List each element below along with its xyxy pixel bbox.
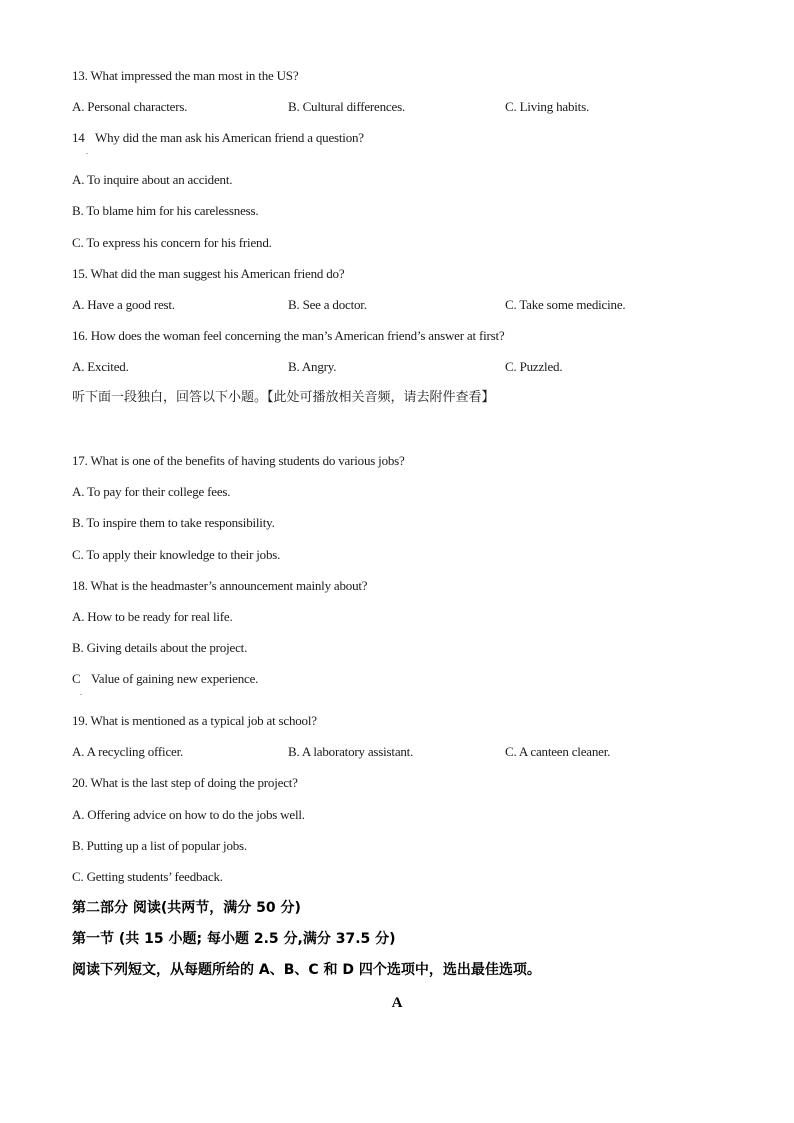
question-18-option-a: A. How to be ready for real life. xyxy=(72,609,233,624)
question-17-option-c: C. To apply their knowledge to their jobs. xyxy=(72,547,281,562)
stray-dot-mark: . xyxy=(80,688,82,697)
question-19-option-c: C. A canteen cleaner. xyxy=(505,744,611,759)
part-two-title: 第二部分 阅读(共两节，满分 50 分) xyxy=(72,900,301,916)
question-16-option-b: B. Angry. xyxy=(288,359,337,374)
question-19-option-b: B. A laboratory assistant. xyxy=(288,744,414,759)
question-13-option-a: A. Personal characters. xyxy=(72,99,188,114)
question-16-option-c: C. Puzzled. xyxy=(505,359,563,374)
question-20-stem: 20. What is the last step of doing the project? xyxy=(72,775,298,790)
reading-instruction: 阅读下列短文，从每题所给的 A、B、C 和 D 四个选项中，选出最佳选项。 xyxy=(72,962,541,978)
question-14-option-a: A. To inquire about an accident. xyxy=(72,172,233,187)
question-15-option-a: A. Have a good rest. xyxy=(72,297,175,312)
passage-label: A xyxy=(391,995,403,1011)
question-14-stem: Why did the man ask his American friend a question? xyxy=(95,130,364,145)
question-16-option-a: A. Excited. xyxy=(72,359,129,374)
question-14-option-c: C. To express his concern for his friend. xyxy=(72,235,272,250)
question-18-option-c: Value of gaining new experience. xyxy=(91,671,259,686)
question-18-option-b: B. Giving details about the project. xyxy=(72,640,248,655)
question-14-option-b: B. To blame him for his carelessness. xyxy=(72,203,259,218)
question-13-option-c: C. Living habits. xyxy=(505,99,589,114)
question-16-stem: 16. How does the woman feel concerning the man’s American friend’s answer at first? xyxy=(72,328,505,343)
question-14-number: 14 xyxy=(72,130,85,145)
question-13-option-b: B. Cultural differences. xyxy=(288,99,405,114)
question-15-option-c: C. Take some medicine. xyxy=(505,297,626,312)
question-13-stem: 13. What impressed the man most in the US? xyxy=(72,68,299,83)
stray-dot-mark: . xyxy=(86,147,88,156)
question-18-option-c-letter: C xyxy=(72,671,81,686)
question-15-stem: 15. What did the man suggest his American friend do? xyxy=(72,266,345,281)
question-18-stem: 18. What is the headmaster’s announcement mainly about? xyxy=(72,578,368,593)
question-19-option-a: A. A recycling officer. xyxy=(72,744,184,759)
question-17-stem: 17. What is one of the benefits of having students do various jobs? xyxy=(72,453,405,468)
question-20-option-b: B. Putting up a list of popular jobs. xyxy=(72,838,247,853)
question-17-option-b: B. To inspire them to take responsibility. xyxy=(72,515,275,530)
question-20-option-a: A. Offering advice on how to do the jobs well. xyxy=(72,807,305,822)
question-15-option-b: B. See a doctor. xyxy=(288,297,367,312)
monologue-instruction: 听下面一段独白，回答以下小题。【此处可播放相关音频，请去附件查看】 xyxy=(72,390,495,405)
question-19-stem: 19. What is mentioned as a typical job at school? xyxy=(72,713,317,728)
section-one-title: 第一节 (共 15 小题; 每小题 2.5 分,满分 37.5 分) xyxy=(72,931,396,947)
question-20-option-c: C. Getting students’ feedback. xyxy=(72,869,223,884)
question-17-option-a: A. To pay for their college fees. xyxy=(72,484,231,499)
